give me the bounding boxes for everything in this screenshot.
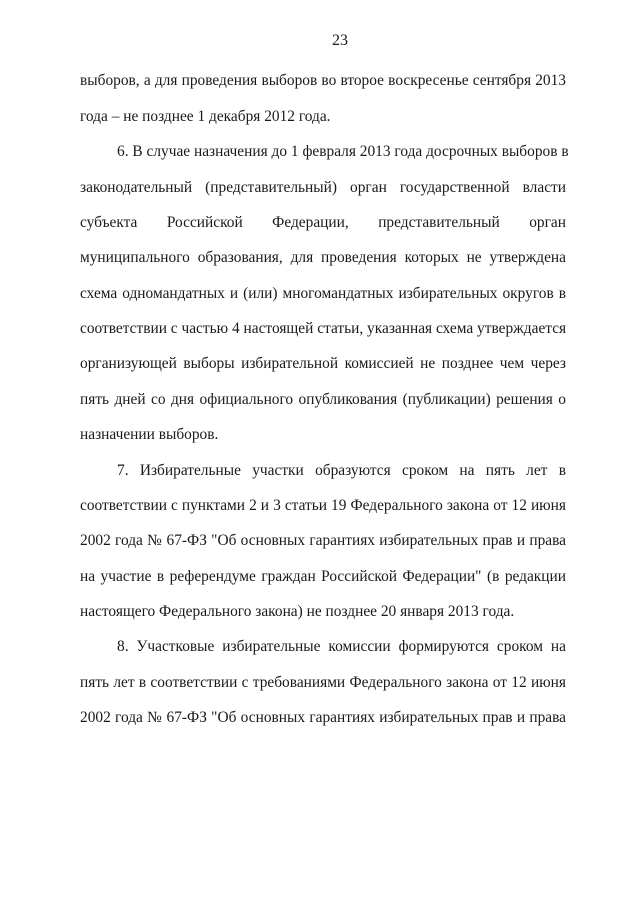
text-line: соответствии с пунктами 2 и 3 статьи 19 Федерального закона от 12 июня [80, 497, 566, 514]
paragraph-7-first-line: 7. Избирательные участки образуются сроком на пять лет в [117, 462, 566, 479]
text-line: 2002 года № 67-ФЗ "Об основных гарантиях избирательных прав и права [80, 709, 566, 726]
text-line: назначении выборов. [80, 426, 219, 443]
text-line: законодательный (представительный) орган государственной власти [80, 179, 566, 196]
page-number: 23 [332, 32, 348, 49]
paragraph-8-first-line: 8. Участковые избирательные комиссии формируются сроком на [117, 638, 566, 655]
text-line: пять дней со дня официального опубликования (публикации) решения о [80, 391, 566, 408]
text-line: субъекта Российской Федерации, представительный орган [80, 214, 566, 231]
text-line: соответствии с частью 4 настоящей статьи, указанная схема утверждается [80, 320, 567, 337]
paragraph-6-first-line: 6. В случае назначения до 1 февраля 2013 года досрочных выборов в [117, 143, 569, 160]
text-line: 2002 года № 67-ФЗ "Об основных гарантиях избирательных прав и права [80, 532, 566, 549]
text-line: года – не позднее 1 декабря 2012 года. [80, 108, 331, 125]
text-line: настоящего Федерального закона) не позднее 20 января 2013 года. [80, 603, 515, 620]
text-line: муниципального образования, для проведения которых не утверждена [80, 249, 566, 266]
text-line: на участие в референдуме граждан Российской Федерации" (в редакции [80, 568, 566, 585]
text-line: выборов, а для проведения выборов во второе воскресенье сентября 2013 [80, 72, 566, 89]
text-line: пять лет в соответствии с требованиями Федерального закона от 12 июня [80, 674, 566, 691]
text-line: схема одномандатных и (или) многомандатных избирательных округов в [80, 285, 566, 302]
text-line: организующей выборы избирательной комиссией не позднее чем через [80, 355, 566, 372]
